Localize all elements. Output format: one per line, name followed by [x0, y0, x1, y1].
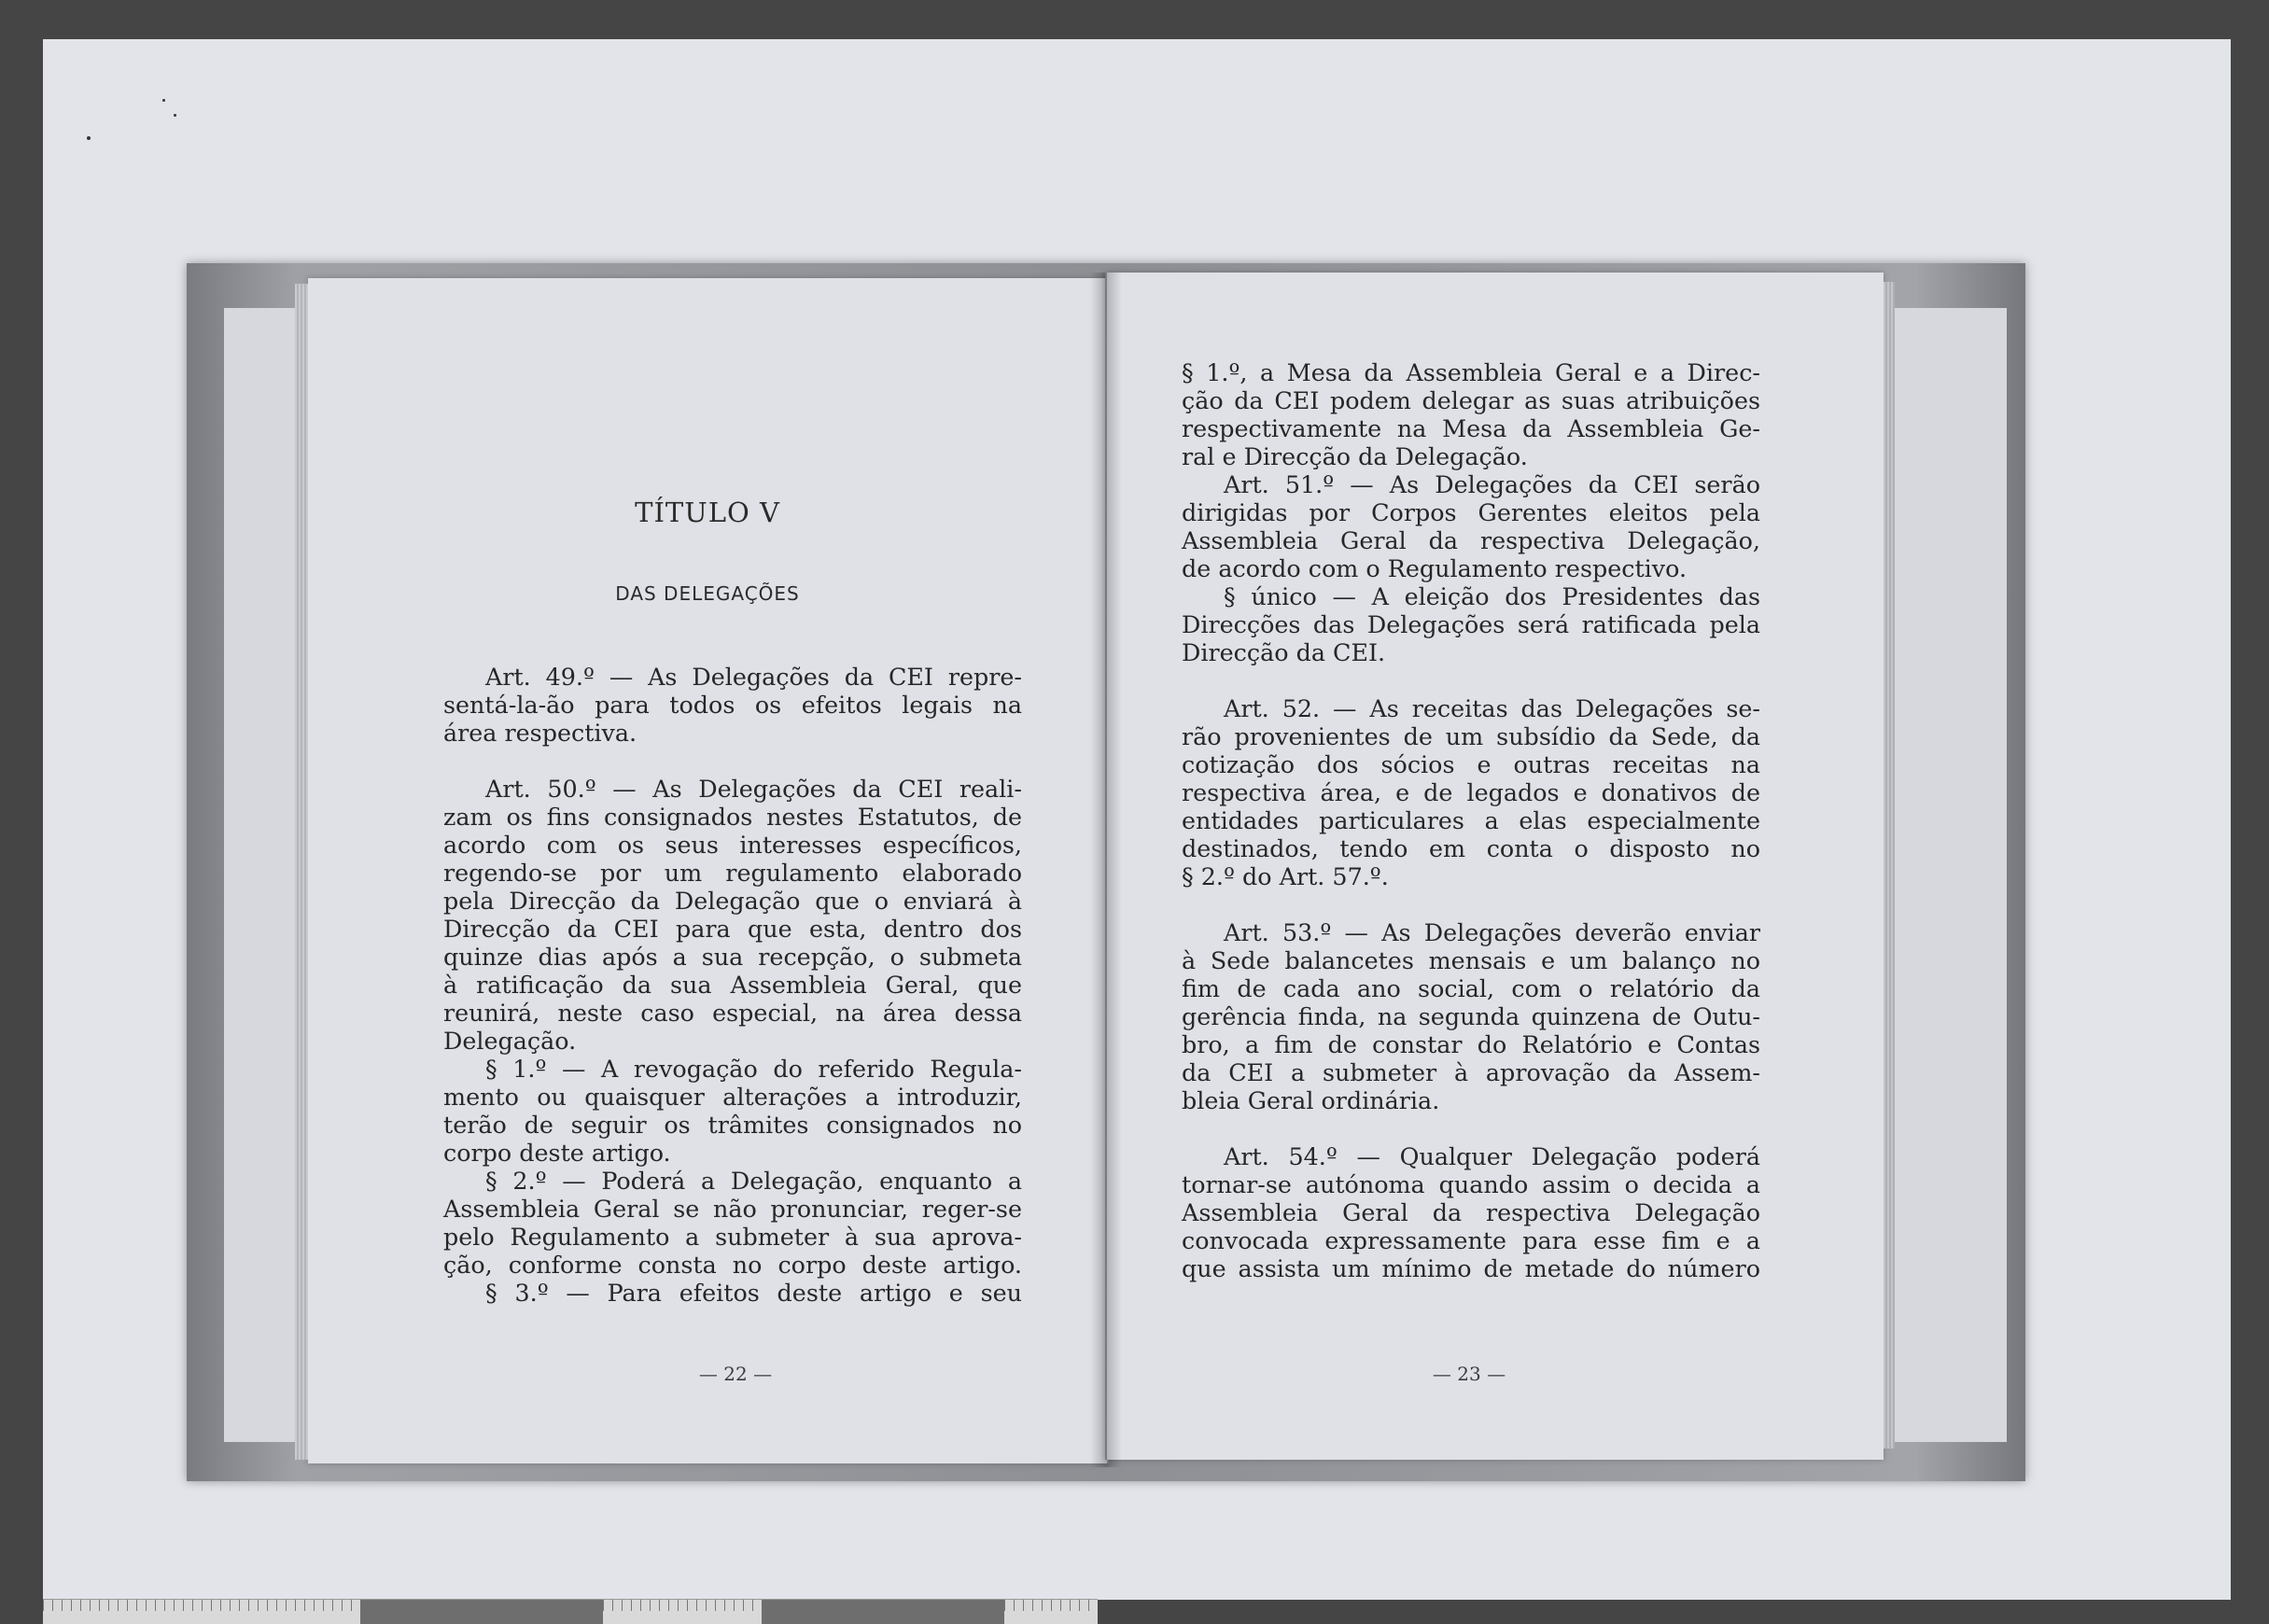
text-line: Direcção da CEI.	[1182, 638, 1386, 666]
text-line: Direcções das Delegações será ratificada pela	[1182, 610, 1760, 638]
text-line: área respectiva.	[443, 719, 637, 747]
text-line: Art. 51.º — As Delegações da CEI serão	[1224, 470, 1760, 498]
text-line: Delegação.	[443, 1027, 577, 1055]
text-line: pelo Regulamento a submeter à sua aprova-	[443, 1223, 1022, 1251]
dust-speck	[174, 114, 176, 117]
text-line: Art. 53.º — As Delegações deverão enviar	[1224, 918, 1760, 946]
text-line: regendo-se por um regulamento elaborado	[443, 859, 1022, 887]
ruler-segment	[762, 1600, 1004, 1624]
text-line: Art. 49.º — As Delegações da CEI repre-	[485, 663, 1022, 691]
text-line: quinze dias após a sua recepção, o submeta	[443, 943, 1022, 971]
text-line: § 1.º, a Mesa da Assembleia Geral e a Direc-	[1182, 358, 1760, 386]
scale-ruler	[43, 1599, 1098, 1624]
text-line: entidades particulares a elas especialmente	[1182, 806, 1760, 834]
text-line: fim de cada ano social, com o relatório da	[1182, 974, 1760, 1002]
text-line: sentá-la-ão para todos os efeitos legais na	[443, 691, 1022, 719]
text-line: Assembleia Geral da respectiva Delegação	[1182, 1198, 1760, 1226]
text-line: § 2.º — Poderá a Delegação, enquanto a	[485, 1167, 1022, 1195]
left-page-text	[443, 663, 1022, 1307]
text-line: que assista um mínimo de metade do número	[1182, 1254, 1760, 1282]
text-line: Assembleia Geral se não pronunciar, reger-se	[443, 1195, 1022, 1223]
book-gutter	[1090, 273, 1122, 1467]
page-number-left: — 22 —	[698, 1363, 773, 1385]
text-line: convocada expressamente para esse fim e a	[1182, 1226, 1760, 1254]
text-line: zam os fins consignados nestes Estatutos, de	[443, 803, 1022, 831]
page-number-right: — 23 —	[1432, 1363, 1506, 1385]
text-line: ção da CEI podem delegar as suas atribuições	[1182, 386, 1760, 414]
text-line: cotização dos sócios e outras receitas na	[1182, 750, 1760, 778]
text-line: respectivamente na Mesa da Assembleia Ge-	[1182, 414, 1760, 442]
text-line: mento ou quaisquer alterações a introduzir,	[443, 1083, 1022, 1111]
text-line: da CEI a submeter à aprovação da Assem-	[1182, 1058, 1760, 1086]
text-line: gerência finda, na segunda quinzena de Outu-	[1182, 1002, 1760, 1030]
text-line: à Sede balancetes mensais e um balanço no	[1182, 946, 1760, 974]
text-line: pela Direcção da Delegação que o enviará à	[443, 887, 1022, 915]
chapter-title: TÍTULO V	[635, 497, 780, 528]
right-page-text	[1182, 358, 1760, 1282]
text-line: à ratificação da sua Assembleia Geral, que	[443, 971, 1022, 999]
text-line: § 3.º — Para efeitos deste artigo e seu	[485, 1279, 1022, 1307]
text-line: tornar-se autónoma quando assim o decida a	[1182, 1170, 1760, 1198]
text-line: Art. 50.º — As Delegações da CEI reali-	[485, 775, 1022, 803]
text-line: Art. 54.º — Qualquer Delegação poderá	[1224, 1142, 1760, 1170]
chapter-subtitle: DAS DELEGAÇÕES	[615, 582, 800, 605]
text-line: Direcção da CEI para que esta, dentro dos	[443, 915, 1022, 943]
text-line: destinados, tendo em conta o disposto no	[1182, 834, 1760, 862]
text-line: dirigidas por Corpos Gerentes eleitos pela	[1182, 498, 1760, 526]
text-line: ção, conforme consta no corpo deste artigo.	[443, 1251, 1022, 1279]
text-line: Assembleia Geral da respectiva Delegação,	[1182, 526, 1760, 554]
text-line: § único — A eleição dos Presidentes das	[1224, 582, 1760, 610]
ruler-segment	[360, 1600, 603, 1624]
text-line: bro, a fim de constar do Relatório e Contas	[1182, 1030, 1760, 1058]
text-line: corpo deste artigo.	[443, 1139, 671, 1167]
text-line: § 2.º do Art. 57.º.	[1182, 862, 1389, 890]
text-line: Art. 52. — As receitas das Delegações se-	[1224, 694, 1760, 722]
text-line: acordo com os seus interesses específicos,	[443, 831, 1022, 859]
text-line: terão de seguir os trâmites consignados no	[443, 1111, 1022, 1139]
text-line: reunirá, neste caso especial, na área dessa	[443, 999, 1022, 1027]
text-line: rão provenientes de um subsídio da Sede, da	[1182, 722, 1760, 750]
dust-speck	[162, 99, 165, 102]
dust-speck	[87, 136, 91, 140]
text-line: bleia Geral ordinária.	[1182, 1086, 1440, 1114]
text-line: ral e Direcção da Delegação.	[1182, 442, 1528, 470]
text-line: respectiva área, e de legados e donativos de	[1182, 778, 1760, 806]
text-line: § 1.º — A revogação do referido Regula-	[485, 1055, 1022, 1083]
text-line: de acordo com o Regulamento respectivo.	[1182, 554, 1688, 582]
